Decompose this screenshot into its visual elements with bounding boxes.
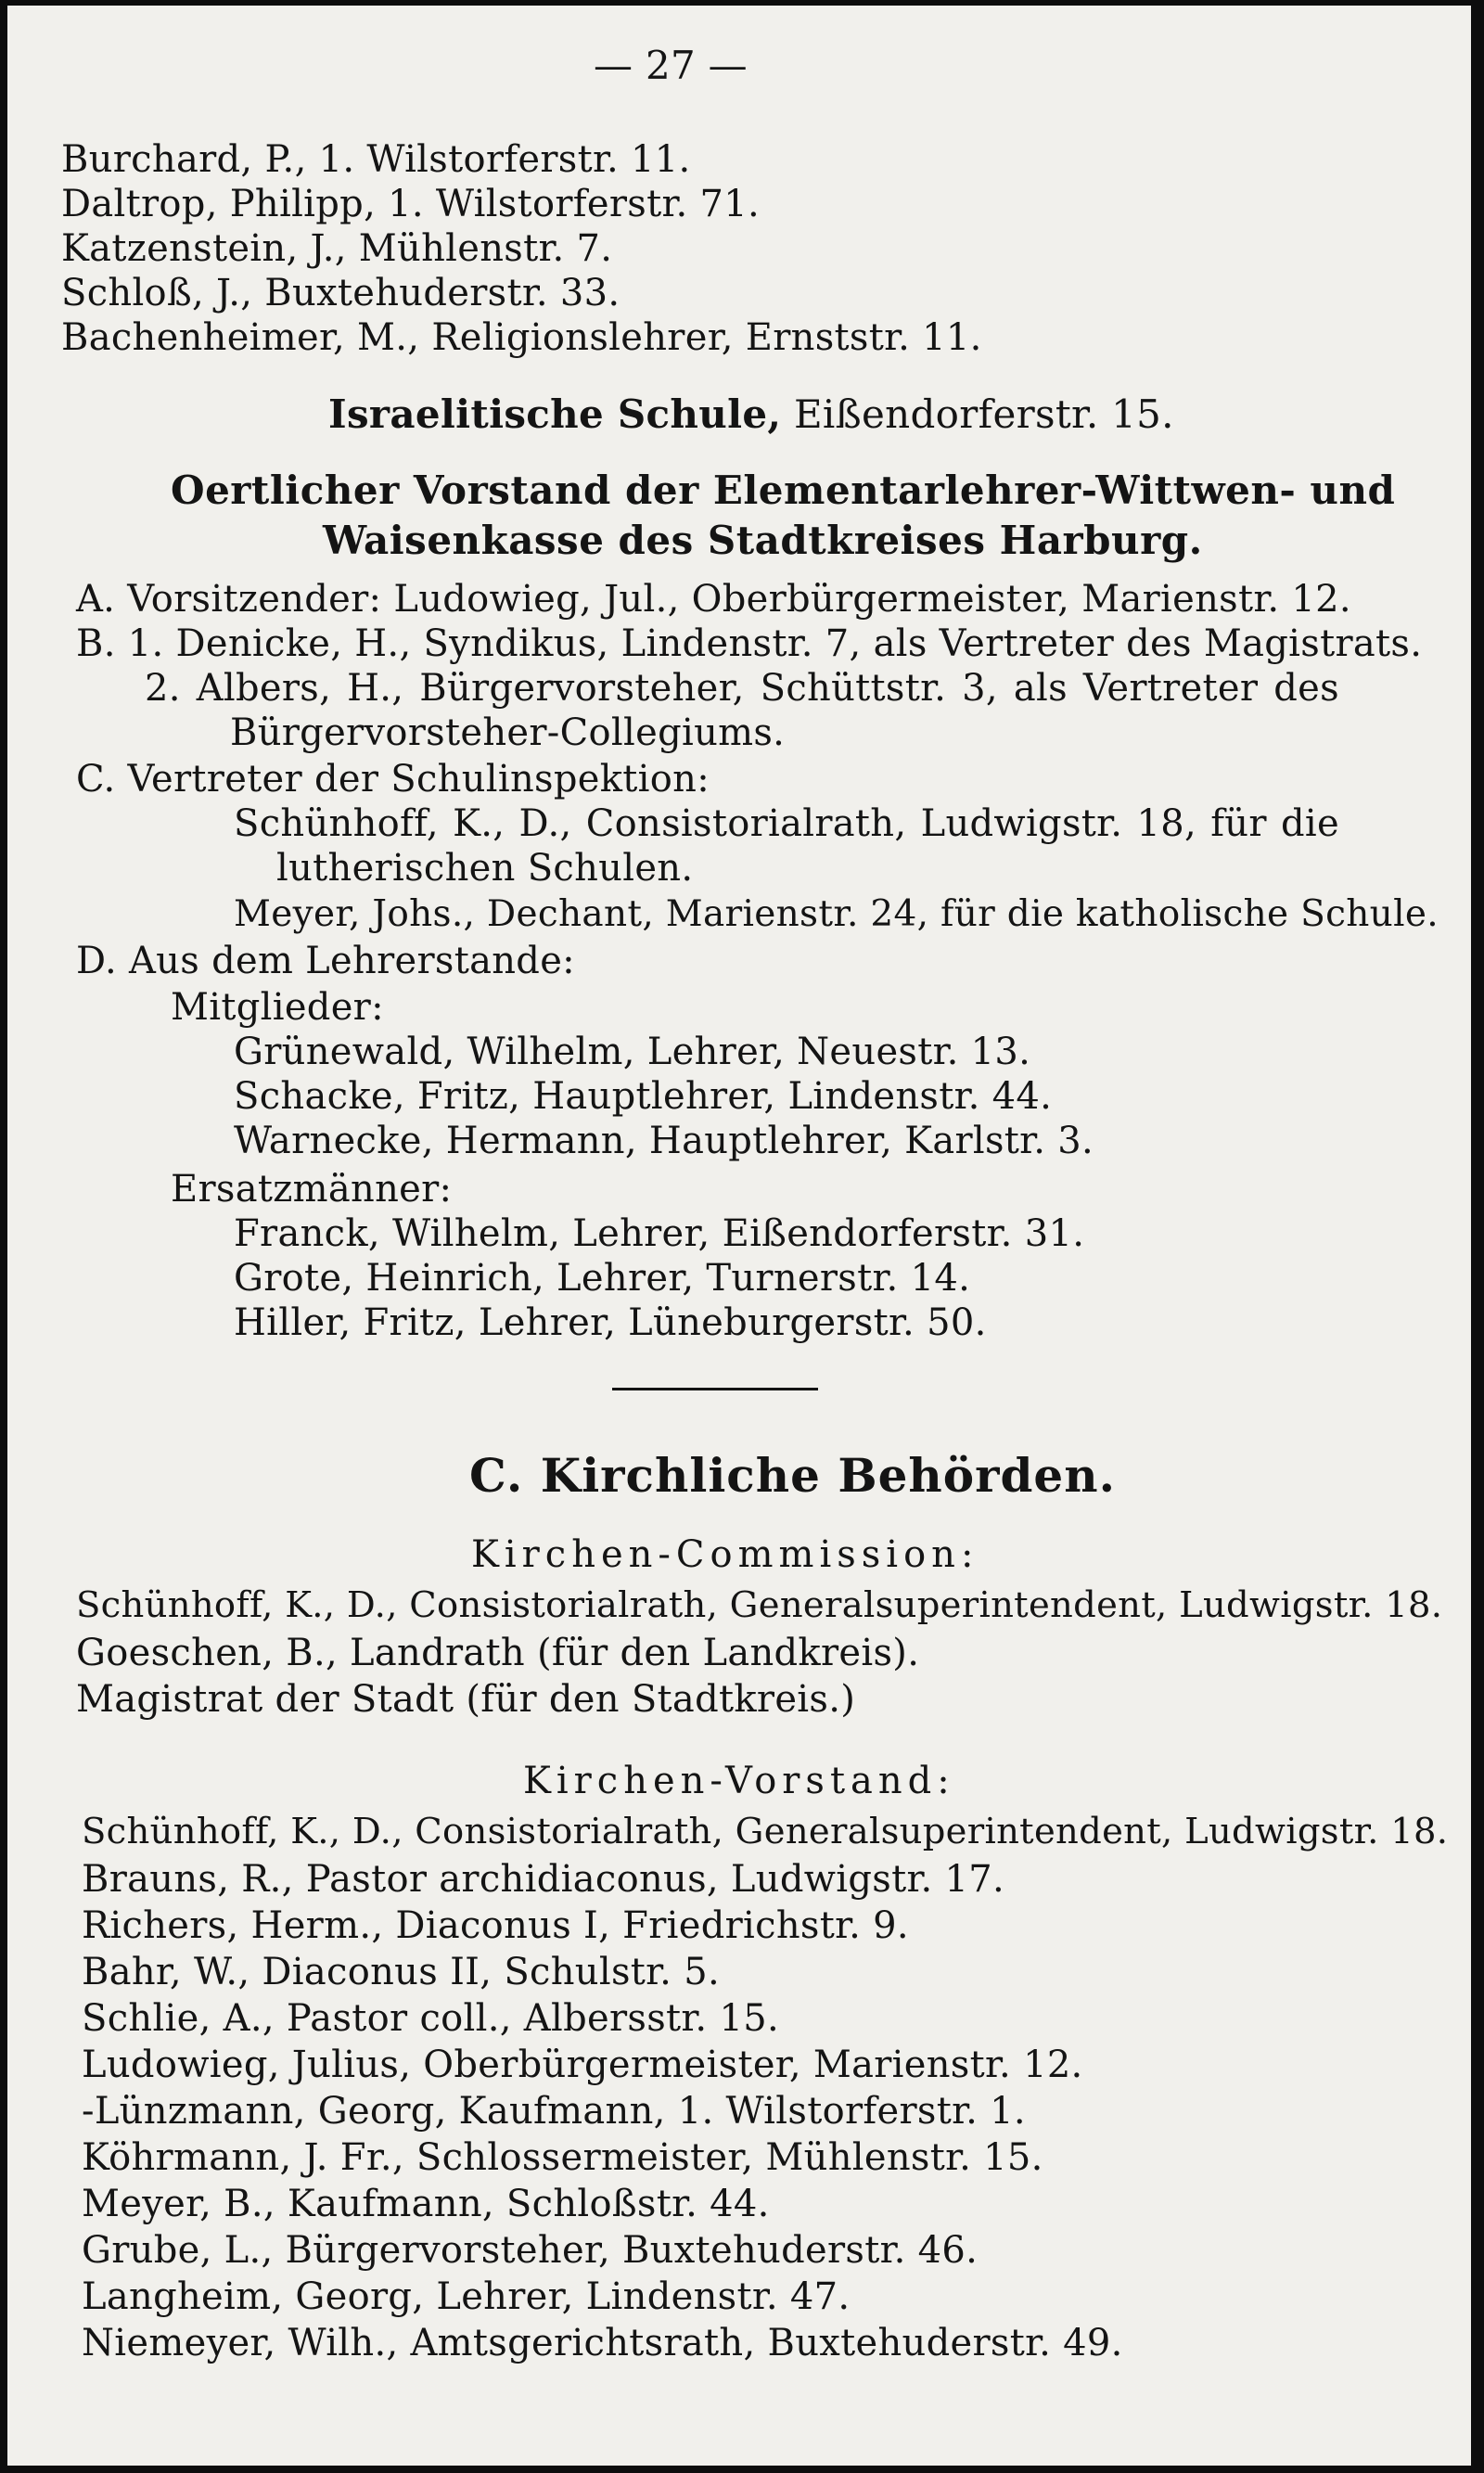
- vorstand-entry-langheim: Langheim, Georg, Lehrer, Lindenstr. 47.: [82, 2275, 851, 2318]
- substitute-grote: Grote, Heinrich, Lehrer, Turnerstr. 14.: [234, 1257, 971, 1300]
- kirchen-commission-heading: Kirchen-Commission:: [471, 1533, 979, 1576]
- committee-line-b2-cont: Bürgervorsteher-Collegiums.: [230, 711, 786, 754]
- israelite-school-heading: [328, 391, 1174, 437]
- commission-entry-goeschen: Goeschen, B., Landrath (für den Landkreis).: [76, 1632, 920, 1674]
- vorstand-entry-schuenhoff: Schünhoff, K., D., Consistorialrath, Generalsuperintendent, Ludwigstr. 18.: [82, 1811, 1449, 1852]
- committee-heading-line-1: Oertlicher Vorstand der Elementarlehrer-Wittwen- und: [171, 468, 1396, 513]
- page-number: — 27 —: [594, 43, 748, 88]
- committee-line-a: A. Vorsitzender: Ludowieg, Jul., Oberbürgermeister, Marienstr. 12.: [76, 578, 1351, 621]
- vorstand-entry-meyer: Meyer, B., Kaufmann, Schloßstr. 44.: [82, 2183, 770, 2225]
- entry-katzenstein: Katzenstein, J., Mühlenstr. 7.: [61, 227, 613, 270]
- section-divider: [612, 1388, 818, 1390]
- member-warnecke: Warnecke, Hermann, Hauptlehrer, Karlstr. 3.: [234, 1120, 1094, 1162]
- section-c-title: C. Kirchliche Behörden.: [469, 1448, 1116, 1503]
- members-label: Mitglieder:: [171, 986, 384, 1029]
- vorstand-entry-schlie: Schlie, A., Pastor coll., Albersstr. 15.: [82, 1997, 779, 2040]
- vorstand-entry-brauns: Brauns, R., Pastor archidiaconus, Ludwigstr. 17.: [82, 1858, 1005, 1901]
- vorstand-entry-richers: Richers, Herm., Diaconus I, Friedrichstr. 9.: [82, 1904, 909, 1947]
- entry-schloss: Schloß, J., Buxtehuderstr. 33.: [61, 272, 620, 314]
- substitutes-label: Ersatzmänner:: [171, 1168, 453, 1211]
- vorstand-entry-ludowieg: Ludowieg, Julius, Oberbürgermeister, Marienstr. 12.: [82, 2044, 1083, 2086]
- vorstand-entry-luenzmann: -Lünzmann, Georg, Kaufmann, 1. Wilstorferstr. 1.: [82, 2090, 1026, 2133]
- vorstand-entry-koehrmann: Köhrmann, J. Fr., Schlossermeister, Mühlenstr. 15.: [82, 2136, 1043, 2179]
- committee-line-c2: Meyer, Johs., Dechant, Marienstr. 24, für die katholische Schule.: [234, 893, 1439, 935]
- commission-entry-schuenhoff: Schünhoff, K., D., Consistorialrath, Generalsuperintendent, Ludwigstr. 18.: [76, 1584, 1443, 1626]
- vorstand-entry-grube: Grube, L., Bürgervorsteher, Buxtehuderstr. 46.: [82, 2229, 979, 2272]
- israelite-school-title: Israelitische Schule,: [328, 391, 782, 437]
- committee-line-b2: 2. Albers, H., Bürgervorsteher, Schüttstr. 3, als Vertreter des: [145, 667, 1339, 710]
- member-gruenewald: Grünewald, Wilhelm, Lehrer, Neuestr. 13.: [234, 1031, 1031, 1073]
- committee-heading-line-2: Waisenkasse des Stadtkreises Harburg.: [323, 518, 1203, 563]
- committee-line-c: C. Vertreter der Schulinspektion:: [76, 758, 710, 801]
- committee-line-b1: B. 1. Denicke, H., Syndikus, Lindenstr. 7, als Vertreter des Magistrats.: [76, 622, 1423, 665]
- commission-entry-magistrat: Magistrat der Stadt (für den Stadtkreis.): [76, 1678, 856, 1721]
- committee-line-c1-cont: lutherischen Schulen.: [276, 847, 694, 890]
- entry-bachenheimer: Bachenheimer, M., Religionslehrer, Ernststr. 11.: [61, 316, 982, 359]
- substitute-franck: Franck, Wilhelm, Lehrer, Eißendorferstr. 31.: [234, 1212, 1085, 1255]
- entry-burchard: Burchard, P., 1. Wilstorferstr. 11.: [61, 138, 691, 181]
- kirchen-vorstand-heading: Kirchen-Vorstand:: [523, 1760, 955, 1802]
- vorstand-entry-niemeyer: Niemeyer, Wilh., Amtsgerichtsrath, Buxtehuderstr. 49.: [82, 2322, 1123, 2364]
- member-schacke: Schacke, Fritz, Hauptlehrer, Lindenstr. 44.: [234, 1075, 1053, 1118]
- israelite-school-address: Eißendorferstr. 15.: [781, 391, 1174, 437]
- committee-line-c1: Schünhoff, K., D., Consistorialrath, Ludwigstr. 18, für die: [234, 802, 1339, 845]
- substitute-hiller: Hiller, Fritz, Lehrer, Lüneburgerstr. 50.: [234, 1301, 987, 1344]
- committee-line-d: D. Aus dem Lehrerstande:: [76, 940, 575, 982]
- vorstand-entry-bahr: Bahr, W., Diaconus II, Schulstr. 5.: [82, 1951, 720, 1993]
- entry-daltrop: Daltrop, Philipp, 1. Wilstorferstr. 71.: [61, 183, 761, 225]
